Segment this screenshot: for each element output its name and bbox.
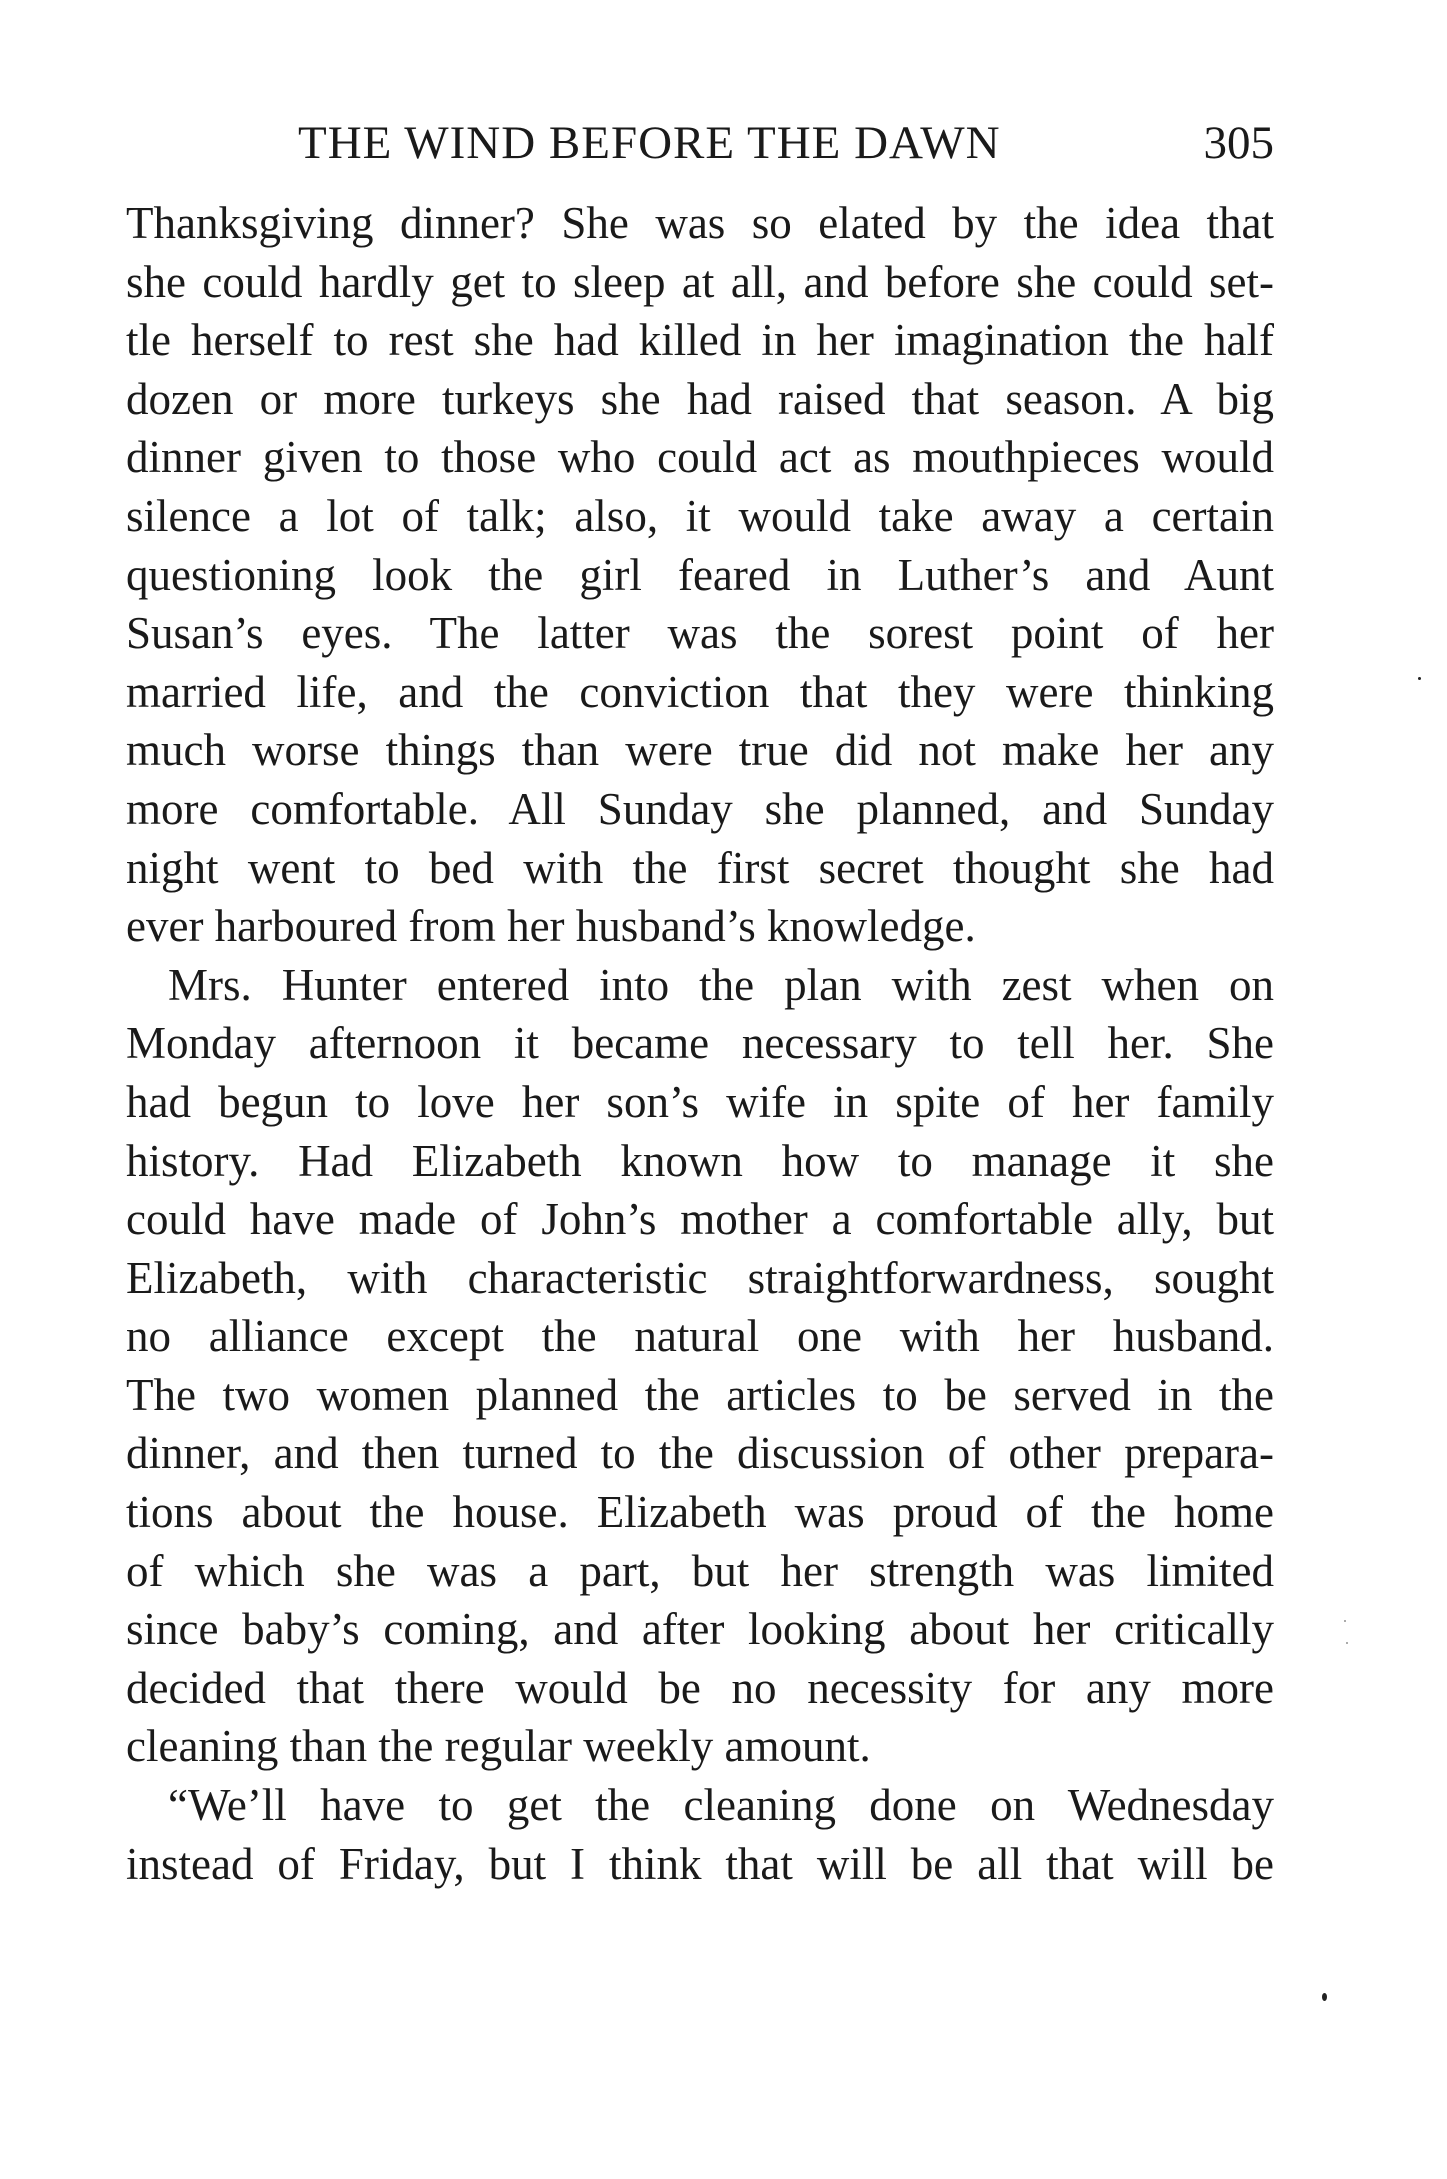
text-line: cleaning than the regular weekly amount. xyxy=(126,1721,871,1772)
text-line: night went to bed with the first secret thought she had xyxy=(126,842,1274,893)
text-line: The two women planned the articles to be served in the xyxy=(126,1369,1274,1420)
text-line: Monday afternoon it became necessary to tell her. She xyxy=(126,1018,1274,1069)
ink-speck xyxy=(1418,677,1421,680)
text-line: no alliance except the natural one with her husband. xyxy=(126,1311,1274,1362)
text-line: dinner, and then turned to the discussion of other prepara- xyxy=(126,1428,1274,1479)
page-header xyxy=(126,108,1274,178)
text-line: much worse things than were true did not make her any xyxy=(126,725,1274,776)
running-title: THE WIND BEFORE THE DAWN xyxy=(298,117,1001,169)
ink-speck xyxy=(1344,1620,1346,1622)
text-line: ever harboured from her husband’s knowledge. xyxy=(126,901,976,952)
text-line: “We’ll have to get the cleaning done on Wednesday xyxy=(168,1780,1274,1831)
ink-speck xyxy=(1346,1642,1348,1644)
text-line: questioning look the girl feared in Luther’s and Aunt xyxy=(126,549,1274,600)
text-line: tions about the house. Elizabeth was proud of the home xyxy=(126,1487,1274,1538)
text-line: history. Had Elizabeth known how to manage it she xyxy=(126,1135,1274,1186)
body-text xyxy=(126,194,1274,1893)
text-line: dozen or more turkeys she had raised that season. A big xyxy=(126,373,1274,424)
text-line: could have made of John’s mother a comfortable ally, but xyxy=(126,1194,1274,1245)
text-line: more comfortable. All Sunday she planned, and Sunday xyxy=(126,783,1274,834)
text-line: Mrs. Hunter entered into the plan with zest when on xyxy=(168,959,1274,1010)
text-line: had begun to love her son’s wife in spite of her family xyxy=(126,1076,1274,1127)
page-number: 305 xyxy=(1203,117,1274,169)
text-line: Susan’s eyes. The latter was the sorest point of her xyxy=(126,608,1274,659)
text-line: she could hardly get to sleep at all, and before she could set- xyxy=(126,256,1274,307)
text-line: of which she was a part, but her strength was limited xyxy=(126,1545,1274,1596)
ink-speck xyxy=(1322,1993,1327,2001)
text-line: Elizabeth, with characteristic straightforwardness, sought xyxy=(126,1252,1274,1303)
text-line: tle herself to rest she had killed in her imagination the half xyxy=(126,315,1274,366)
text-line: Thanksgiving dinner? She was so elated by the idea that xyxy=(126,198,1274,248)
text-line: since baby’s coming, and after looking about her critically xyxy=(126,1604,1274,1655)
text-line: decided that there would be no necessity for any more xyxy=(126,1662,1274,1713)
text-line: married life, and the conviction that they were thinking xyxy=(126,666,1274,717)
text-line: silence a lot of talk; also, it would take away a certain xyxy=(126,490,1274,541)
text-line: instead of Friday, but I think that will be all that will be xyxy=(126,1838,1274,1889)
text-line: dinner given to those who could act as mouthpieces would xyxy=(126,432,1274,483)
